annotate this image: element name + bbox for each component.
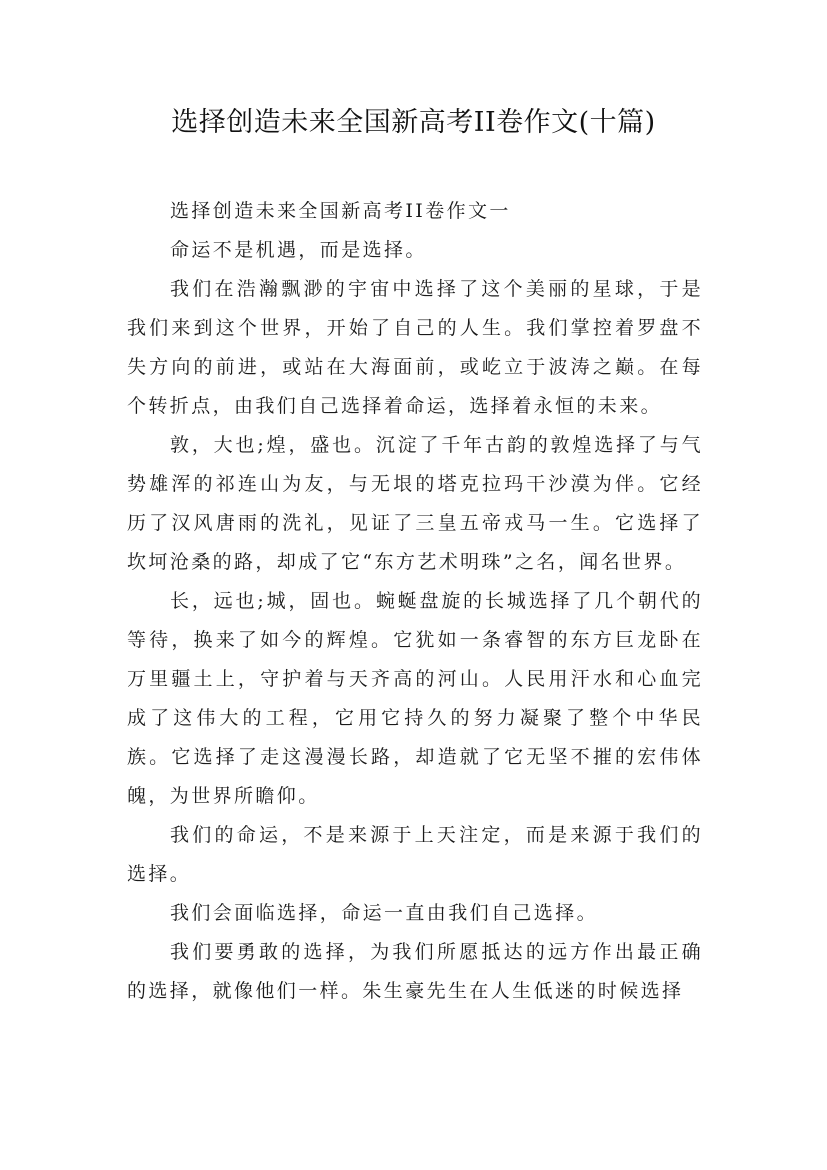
paragraph: 我们要勇敢的选择，为我们所愿抵达的远方作出最正确的选择，就像他们一样。朱生豪先生在人生低迷的时候选择	[127, 941, 703, 1002]
paragraph: 我们的命运，不是来源于上天注定，而是来源于我们的选择。	[127, 824, 703, 885]
paragraph: 我们在浩瀚飘渺的宇宙中选择了这个美丽的星球，于是我们来到这个世界，开始了自己的人生。我们掌控着罗盘不失方向的前进，或站在大海面前，或屹立于波涛之巅。在每个转折点，由我们自己选择着命运，选择着永恒的未来。	[127, 278, 703, 417]
document-body	[127, 192, 703, 1011]
document-title: 选择创造未来全国新高考II卷作文(十篇)	[171, 107, 656, 138]
paragraph: 命运不是机遇，而是选择。	[170, 239, 427, 261]
paragraph: 敦，大也;煌，盛也。沉淀了千年古韵的敦煌选择了与气势雄浑的祁连山为友，与无垠的塔克拉玛干沙漠为伴。它经历了汉风唐雨的洗礼，见证了三皇五帝戎马一生。它选择了坎坷沧桑的路，却成了它“东方艺术明珠”之名，闻名世界。	[127, 434, 703, 573]
paragraph: 我们会面临选择，命运一直由我们自己选择。	[170, 902, 599, 924]
paragraph-section-heading: 选择创造未来全国新高考II卷作文一	[170, 200, 511, 222]
paragraph: 长，远也;城，固也。蜿蜒盘旋的长城选择了几个朝代的等待，换来了如今的辉煌。它犹如一条睿智的东方巨龙卧在万里疆土上，守护着与天齐高的河山。人民用汗水和心血完成了这伟大的工程，它用它持久的努力凝聚了整个中华民族。它选择了走这漫漫长路，却造就了它无坚不摧的宏伟体魄，为世界所瞻仰。	[127, 590, 703, 807]
